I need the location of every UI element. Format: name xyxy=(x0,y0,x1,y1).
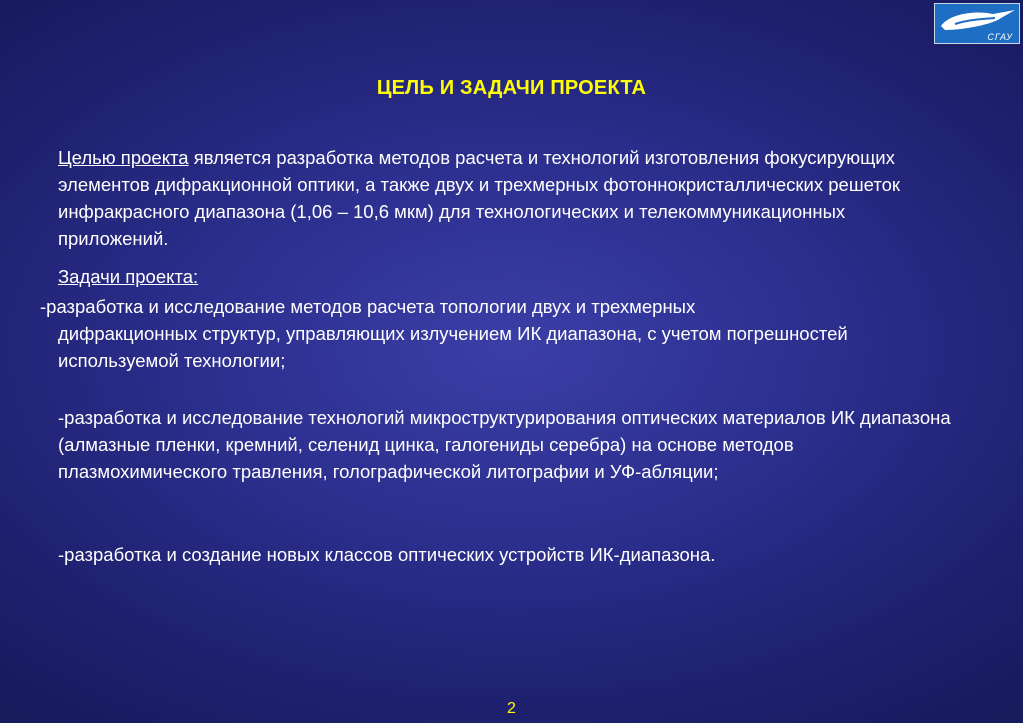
task-item-1 xyxy=(40,293,920,374)
task-1-first-line: -разработка и исследование методов расчета топологии двух и трехмерных xyxy=(40,296,696,317)
task-1-continuation: дифракционных структур, управляющих излучением ИК диапазона, с учетом погрешностей используемой технологии; xyxy=(58,323,848,371)
logo-text: СГАУ xyxy=(987,32,1013,42)
project-goal xyxy=(58,144,938,252)
tasks-heading: Задачи проекта: xyxy=(58,266,199,287)
goal-label: Целью проекта xyxy=(58,147,189,168)
page-number: 2 xyxy=(507,700,516,717)
university-logo xyxy=(934,3,1020,44)
task-item-3: -разработка и создание новых классов оптических устройств ИК-диапазона. xyxy=(58,544,716,565)
slide-title: ЦЕЛЬ И ЗАДАЧИ ПРОЕКТА xyxy=(376,77,647,99)
goal-text: является разработка методов расчета и технологий изготовления фокусирующих элементов дифракционной оптики, а также двух и трехмерных фотоннокристаллических решеток инфракрасного диапазона (1,06 – 10,6 мкм) для технологических и телекоммуникационных приложений. xyxy=(58,147,900,249)
task-item-2: -разработка и исследование технологий микроструктурирования оптических материалов ИК диапазона (алмазные пленки, кремний, селенид цинка, галогениды серебра) на основе методов плазмохимического травления, голографической литографии и УФ-абляции; xyxy=(58,407,951,482)
